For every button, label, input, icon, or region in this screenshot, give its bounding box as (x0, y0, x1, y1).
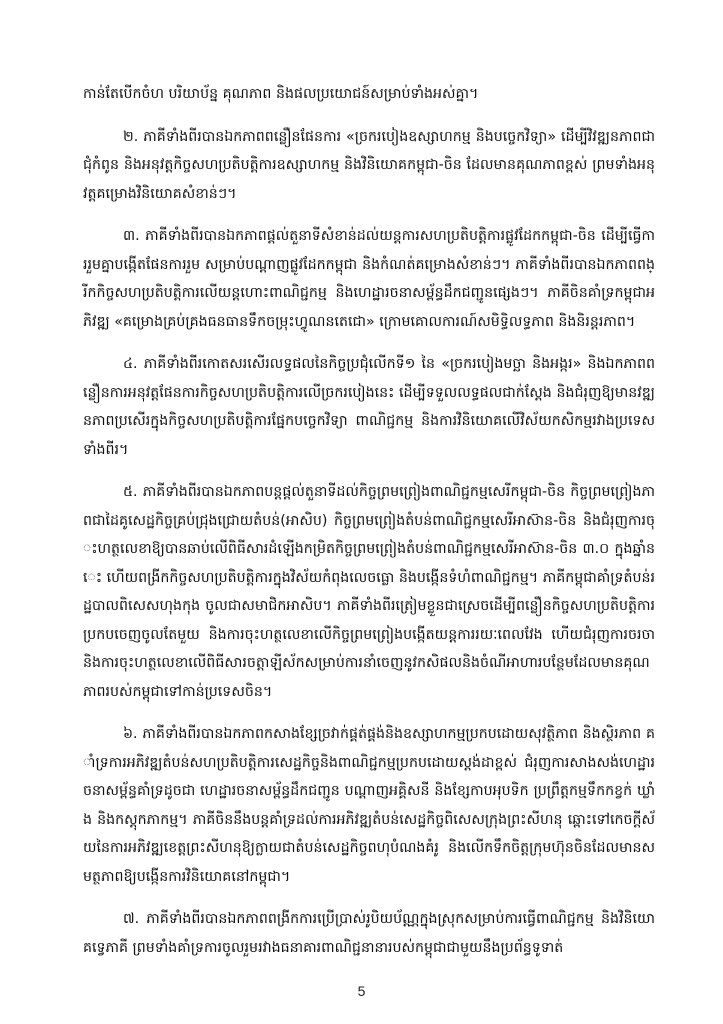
page-number: 5 (357, 983, 366, 999)
paragraph-7: ៧. ភាគីទាំងពីរបានឯកភាពពង្រីកការប្រើប្រាស់រូបិយប័ណ្ណក្នុងស្រុកសម្រាប់ការធ្វើពាណិជ្ជកម្ម និងវិនិយោគទ្វេភាគី ព្រមទាំងគាំទ្រការចូលរួមរវាងធនាគារពាណិជ្ជនានារបស់កម្ពុជាជាមួយនឹងប្រព័ន្ធទូទាត់ (83, 911, 655, 956)
paragraph-4: ៤. ភាគីទាំងពីរកោតសរសើរលទ្ធផលនៃកិច្ចប្រជុំលើកទី១ នៃ «ច្រករបៀងមច្ឆា និងអង្ករ» និងឯកភាពពន្លឿនការអនុវត្តផែនការកិច្ចសហប្រតិបត្តិការលើច្រករបៀងនេះ ដើម្បីទទួលលទ្ធផលជាក់ស្ដែង និងជំរុញឱ្យមានវឌ្ឍនភាពប្រសើរក្នុងកិច្ចសហប្រតិបត្តិការផ្នែកបច្ចេកវិទ្យា ពាណិជ្ជកម្ម និងការវិនិយោគលើវិស័យកសិកម្មរវាងប្រទេសទាំងពីរ។ (83, 356, 655, 458)
paragraph-2: ២. ភាគីទាំងពីរបានឯកភាពពន្លឿនផែនការ «ច្រករបៀងឧស្សាហកម្ម និងបច្ចេកវិទ្យា» ដើម្បីវិវឌ្ឍនភាពជាជុំកំពូន និងអនុវត្តកិច្ចសហប្រតិបត្តិការឧស្សាហកម្ម និងវិនិយោគកម្ពុជា-ចិន ដែលមានគុណភាពខ្ពស់ ព្រមទាំងអនុវត្តគម្រោងវិនិយោគសំខាន់ៗ។ (83, 128, 655, 202)
page-body (83, 80, 655, 976)
paragraph-3: ៣. ភាគីទាំងពីរបានឯកភាពផ្ដល់តួនាទីសំខាន់ដល់យន្តការសហប្រតិបត្តិការផ្លូវដែកកម្ពុជា-ចិន ដើម្បីធ្វើការរួមគ្នាបង្កើតផែនការរួម សម្រាប់បណ្ដាញផ្លូវដែកកម្ពុជា និងកំណត់គម្រោងសំខាន់ៗ។ ភាគីទាំងពីរបានឯកភាពពង្រីកកិច្ចសហប្រតិបត្តិការលើយន្តហោះពាណិជ្ជកម្ម និងហេដ្ឋារចនាសម្ព័ន្ធដឹកជញ្ជូនផ្សេងៗ។ ភាគីចិនគាំទ្រកម្ពុជាអភិវឌ្ឍ «គម្រោងគ្រប់គ្រងធនធានទឹកចម្រុះហ្វូណនតេជោ» ក្រោមគោលការណ៍សមិទ្ធិលទ្ធភាព និងនិរន្តរភាព។ (83, 228, 655, 330)
paragraph-6: ៦. ភាគីទាំងពីរបានឯកភាពកសាងខ្សែច្រវាក់ផ្គត់ផ្គង់និងឧស្សាហកម្មប្រកបដោយសុវត្ថិភាព និងស្ថិរភាព គាំទ្រការអភិវឌ្ឍតំបន់សហប្រតិបត្តិការសេដ្ឋកិច្ចនិងពាណិជ្ជកម្មប្រកបដោយស្តង់ដាខ្ពស់ ជំរុញការសាងសង់ហេដ្ឋារចនាសម្ព័ន្ធគាំទ្រដូចជា ហេដ្ឋារចនាសម្ព័ន្ធដឹកជញ្ជូន បណ្តាញអគ្គិសនី និងខ្សែកាបអុបទិក ប្រព្រឹត្តកម្មទឹកកខ្វក់ ឃ្លាំង និងកស្ដុកភាកម្ម។ ភាគីចិននឹងបន្តគាំទ្រដល់ការអភិវឌ្ឍតំបន់សេដ្ឋកិច្ចពិសេសក្រុងព្រះសីហនុ ឆ្ពោះទៅកេចក្ដីស័យនៃការអភិវឌ្ឍខេត្តព្រះសីហនុឱ្យក្លាយជាតំបន់សេដ្ឋកិច្ចពហុបំណងគំរូ និងលើកទឹកចិត្តក្រុមហ៊ុនចិនដែលមានសមត្ថភាពឱ្យបង្កើនការវិនិយោគនៅកម្ពុជា។ (83, 726, 655, 885)
paragraph-continuation: កាន់តែបើកចំហ បរិយាប័ន្ន គុណភាព និងផលប្រយោជន៍សម្រាប់ទាំងអស់គ្នា។ (83, 86, 479, 102)
paragraph-5: ៥. ភាគីទាំងពីរបានឯកភាពបន្តផ្ដល់តួនាទីដល់កិច្ចព្រមព្រៀងពាណិជ្ជកម្មសេរីកម្ពុជា-ចិន កិច្ចព្រមព្រៀងភាពជាដៃគូសេដ្ឋកិច្ចគ្រប់ជ្រុងជ្រោយតំបន់(អាសិប) កិច្ចព្រមព្រៀងតំបន់ពាណិជ្ជកម្មសេរីអាស៊ាន-ចិន និងជំរុញការចុះហត្ថលេខាឱ្យបានឆាប់លើពិធីសារដំឡើងកម្រិតកិច្ចព្រមព្រៀងតំបន់ពាណិជ្ជកម្មសេរីអាស៊ាន-ចិន ៣.០ ក្នុងឆ្នាំនេះ ហើយពង្រីកកិច្ចសហប្រតិបត្តិការក្នុងវិស័យកំពុងលេចធ្លោ និងបង្កើនទំហំពាណិជ្ជកម្ម។ ភាគីកម្ពុជាគាំទ្រតំបន់រដ្ឋបាលពិសេសហុងកុង ចូលជាសមាជិកអាសិប។ ភាគីទាំងពីរត្រៀមខ្លួនជាស្រេចដើម្បីពន្លឿនកិច្ចសហប្រតិបត្តិការប្រកបចេញចូលតែមួយ និងការចុះហត្ថលេខាលើកិច្ចព្រមព្រៀងបង្កើតយន្តការរយៈពេលវែង ហើយជំរុញការចរចា និងការចុះហត្ថលេខាលើពិធីសារចត្តាឡីស័កសម្រាប់ការនាំចេញនូវកសិផលនិងចំណីអាហារបន្ថែមដែលមានគុណភាពរបស់កម្ពុជាទៅកាន់ប្រទេសចិន។ (83, 484, 655, 700)
